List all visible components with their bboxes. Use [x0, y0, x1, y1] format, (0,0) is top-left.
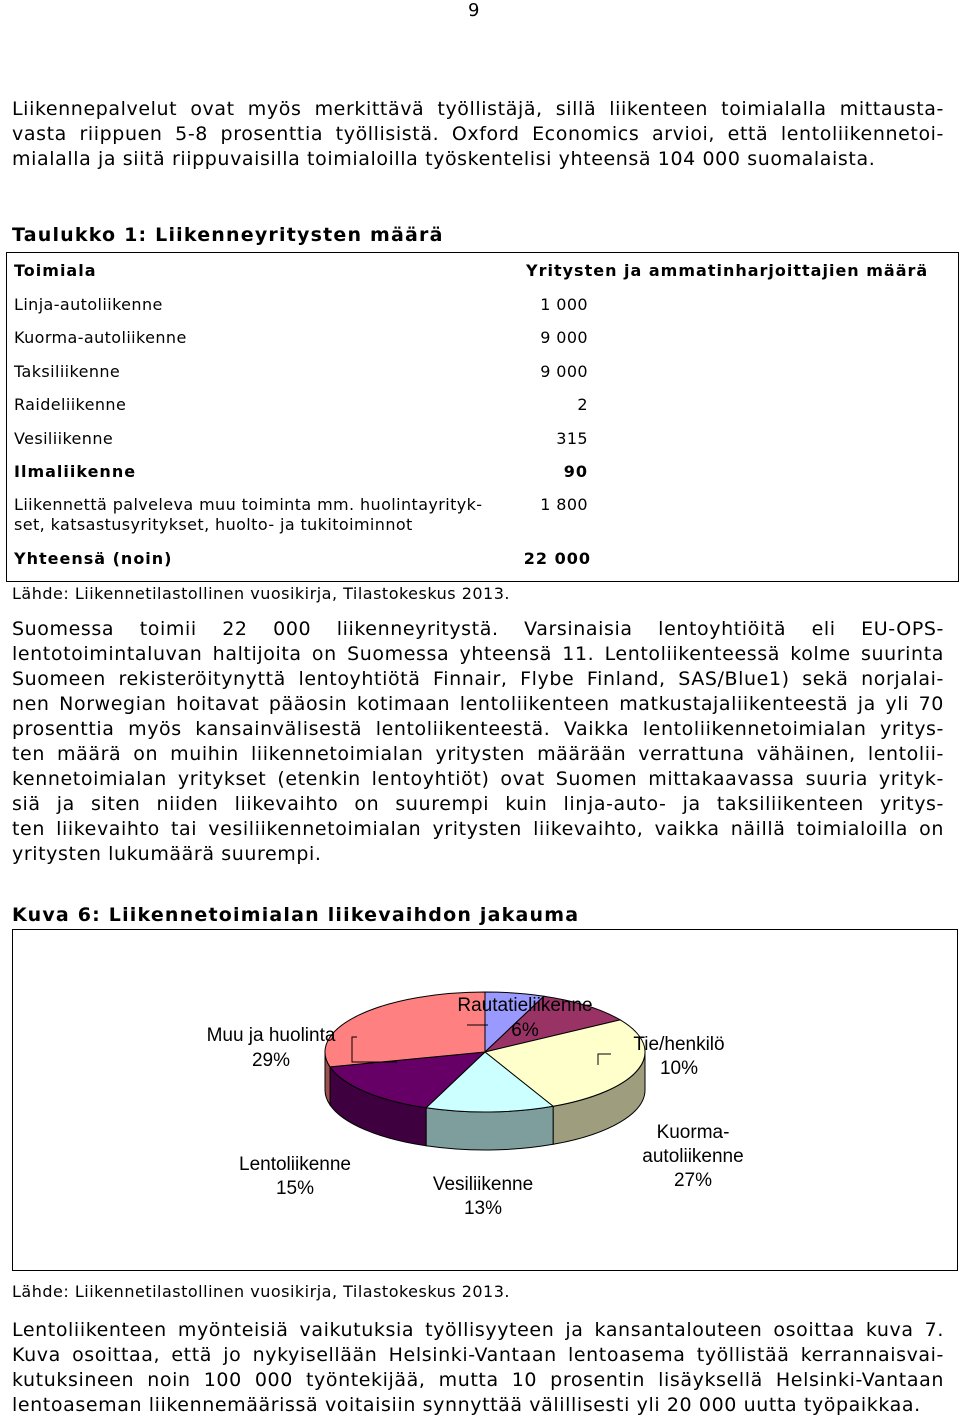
- figure-title: Kuva 6: Liikennetoimialan liikevaihdon jakauma: [12, 904, 580, 926]
- row-value: 315: [556, 429, 588, 448]
- row-label: Vesiliikenne: [14, 429, 114, 448]
- closing-line: kutuksineen noin 100 000 työntekijää, mutta 10 prosentin lisäyksellä Helsinki-Vantaan: [12, 1369, 944, 1391]
- intro-line: mialalla ja siitä riippuvaisilla toimialoilla työskentelisi yhteensä 104 000 suomalaista.: [12, 148, 876, 170]
- row-label: Kuorma-autoliikenne: [14, 328, 187, 347]
- vesi-label-name: Vesiliikenne: [432, 1174, 534, 1195]
- header-count: Yritysten ja ammatinharjoittajien määrä: [526, 261, 929, 280]
- companies-table: [6, 252, 959, 582]
- body-line: ten liikevaihto tai vesiliikennetoimialan yritysten liikevaihto, vaikka näillä toimialoilla on: [12, 818, 944, 840]
- row-value: 9 000: [540, 362, 588, 381]
- tie-label-value: 10%: [659, 1058, 699, 1079]
- lento-label-name: Lentoliikenne: [239, 1154, 351, 1175]
- closing-paragraph: [12, 1318, 944, 1418]
- body-line: Suomeen rekisteröitynyttä lentoyhtiötä Finnair, Flybe Finland, SAS/Blue1) sekä norjalai-: [12, 668, 944, 690]
- body-line: prosenttia myös kansainvälisestä lentoliikenteestä. Vaikka lentoliikennetoimialan yritys-: [12, 718, 944, 740]
- body-line: Suomessa toimii 22 000 liikenneyritystä. Varsinaisia lentoyhtiöitä eli EU-OPS-: [12, 618, 944, 640]
- table-title: Taulukko 1: Liikenneyritysten määrä: [12, 224, 444, 246]
- muu-label-value: 29%: [251, 1050, 291, 1071]
- body-paragraph: [12, 617, 944, 867]
- figure-source: Lähde: Liikennetilastollinen vuosikirja, Tilastokeskus 2013.: [12, 1282, 510, 1301]
- body-line: nen Norwegian hoitavat pääosin kotimaan lentoliikenteen matkustajaliikenteestä ja yli 70: [12, 693, 944, 715]
- row-value: 90: [563, 462, 588, 481]
- row-label: [14, 495, 504, 535]
- closing-line: lentoaseman liikennemäärissä voitaisiin synnyttää välillisesti yli 20 000 uutta työpaikkaa.: [12, 1394, 921, 1416]
- row-label: Raideliikenne: [14, 395, 127, 414]
- intro-line: Liikennepalvelut ovat myös merkittävä työllistäjä, sillä liikenteen toimialalla mittausta-: [12, 98, 944, 120]
- total-label: Yhteensä (noin): [14, 549, 173, 568]
- tie-label-name: Tie/henkilö: [633, 1034, 725, 1055]
- rautatie-label-name: Rautatieliikenne: [457, 995, 593, 1016]
- closing-line: Lentoliikenteen myönteisiä vaikutuksia työllisyyteen ja kansantalouteen osoittaa kuva 7.: [12, 1319, 944, 1341]
- header-industry: Toimiala: [14, 261, 97, 280]
- page-number: 9: [468, 0, 480, 21]
- kuorma-label-value: 27%: [673, 1170, 713, 1191]
- pie-chart-frame: [12, 929, 958, 1271]
- row-value: 9 000: [540, 328, 588, 347]
- row-label: Taksiliikenne: [14, 362, 121, 381]
- row-value: 2: [577, 395, 588, 414]
- row-value: 1 800: [540, 495, 588, 514]
- body-line: siä ja siten niiden liikevaihto on suurempi kuin linja-auto- ja taksiliikenteen yritys-: [12, 793, 944, 815]
- row-label-line: Liikennettä palveleva muu toiminta mm. huolintayrityk-: [14, 495, 483, 514]
- closing-line: Kuva osoittaa, että jo nykyisellään Helsinki-Vantaan lentoasema työllistää kerrannaisvai-: [12, 1344, 944, 1366]
- body-line: kennetoimialan yritykset (etenkin lentoyhtiöt) ovat Suomen mittakaavassa suuria yrityk-: [12, 768, 944, 790]
- kuorma-label-name: autoliikenne: [642, 1146, 744, 1167]
- table-source: Lähde: Liikennetilastollinen vuosikirja, Tilastokeskus 2013.: [12, 584, 510, 603]
- row-label-line: set, katsastusyritykset, huolto- ja tukitoiminnot: [14, 515, 413, 534]
- row-label: Ilmaliikenne: [14, 462, 137, 481]
- muu-label-name: Muu ja huolinta: [206, 1025, 336, 1046]
- lento-label-value: 15%: [275, 1178, 315, 1199]
- pie-chart: [13, 930, 957, 1270]
- row-label: Linja-autoliikenne: [14, 295, 163, 314]
- intro-paragraph: [12, 97, 944, 172]
- row-value: 1 000: [540, 295, 588, 314]
- rautatie-label-value: 6%: [511, 1020, 539, 1041]
- total-value: 22 000: [523, 549, 591, 568]
- pie-side-vesiliikenne: [426, 1106, 553, 1150]
- vesi-label-value: 13%: [463, 1198, 503, 1219]
- intro-line: vasta riippuen 5-8 prosenttia työllisistä. Oxford Economics arvioi, että lentoliikennetoi-: [12, 123, 944, 145]
- body-line: yritysten lukumäärä suurempi.: [12, 843, 322, 865]
- body-line: ten määrä on muihin liikennetoimialan yritysten määrään verrattuna vähäinen, lentolii-: [12, 743, 944, 765]
- body-line: lentotoimintaluvan haltijoita on Suomessa yhteensä 11. Lentoliikenteessä kolme suurinta: [12, 643, 944, 665]
- kuorma-label-name: Kuorma-: [656, 1122, 730, 1143]
